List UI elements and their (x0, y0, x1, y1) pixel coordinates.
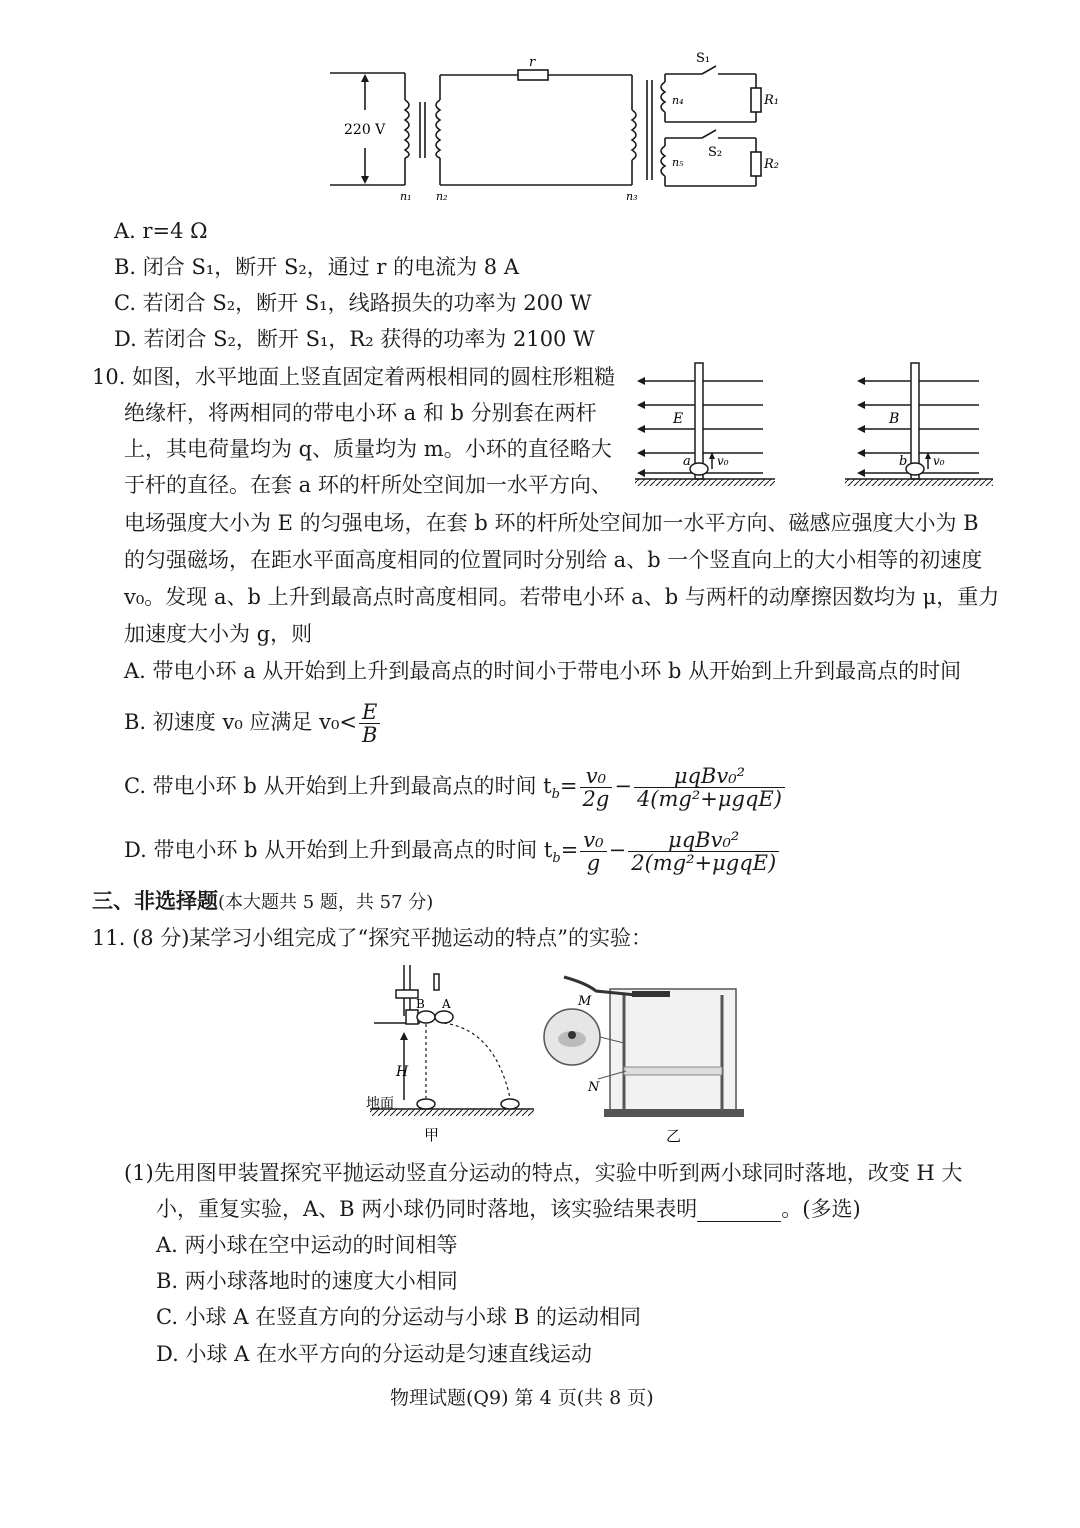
q10-option-c-text: C. 带电小环 b 从开始到上升到最高点的时间 t (124, 774, 552, 798)
q11-figure-yi (540, 965, 750, 1145)
h-label: H (396, 1064, 409, 1080)
q11-sub1-line-1: (1)先用图甲装置探究平抛运动竖直分运动的特点，实验中听到两小球同时落地，改变 H 大 (124, 1161, 963, 1185)
figure-jia-label: 甲 (424, 1126, 440, 1144)
n3-label: n₃ (626, 190, 638, 203)
v0-right-label: v₀ (933, 454, 945, 468)
q10-option-d (124, 826, 781, 883)
q10-option-d-fraction-1 (580, 829, 606, 874)
q9-option-d: D. 若闭合 S₂，断开 S₁，R₂ 获得的功率为 2100 W (114, 327, 595, 351)
figure-yi-label: 乙 (666, 1127, 682, 1145)
q10-field-figure (625, 355, 1000, 495)
q11-sub1-line-2 (156, 1196, 861, 1222)
q11-sub1-line-2-text: 小，重复实验，A、B 两小球仍同时落地，该实验结果表明 (156, 1197, 698, 1221)
section-3-note: (本大题共 5 题，共 57 分) (218, 892, 434, 913)
s2-label: S₂ (708, 145, 723, 160)
q10-stem-line-6: 的匀强磁场，在距水平面高度相同的位置同时分别给 a、b 一个竖直向上的大小相等的初速度 (124, 548, 983, 572)
ball-a-label: A (442, 997, 451, 1011)
q10-option-d-fraction-2 (628, 829, 779, 874)
ground-label: 地面 (366, 1096, 394, 1112)
q9-option-c: C. 若闭合 S₂，断开 S₁，线路损失的功率为 200 W (114, 291, 592, 315)
field-e-label: E (673, 411, 684, 427)
q10-option-b-denominator: B (361, 723, 378, 747)
q10-option-d-minus: − (608, 838, 627, 862)
q10-option-d-f2-num: μqBv₀² (628, 829, 779, 852)
n5-label: n₅ (672, 156, 684, 169)
s1-label: S₁ (696, 51, 711, 66)
v0-left-label: v₀ (717, 454, 729, 468)
n2-label: n₂ (436, 190, 448, 203)
q11-sub1-line-2-suffix: 。(多选) (781, 1197, 861, 1221)
q10-option-a: A. 带电小环 a 从开始到上升到最高点的时间小于带电小环 b 从开始到上升到最高点的时间 (124, 659, 962, 683)
voltage-label: 220 V (344, 122, 386, 138)
ring-a-label: a (683, 454, 691, 469)
answer-blank[interactable] (697, 1201, 781, 1222)
q10-option-b (124, 698, 382, 746)
q10-stem-line-3: 上，其电荷量均为 q、质量均为 m。小环的直径略大 (124, 437, 612, 461)
q10-option-c-minus: − (614, 774, 632, 798)
m-label: M (578, 994, 592, 1009)
q10-option-c-f2-den: 4(mg²+μgqE) (636, 787, 782, 811)
r1-label: R₁ (764, 93, 779, 108)
q9-option-b: B. 闭合 S₁，断开 S₂，通过 r 的电流为 8 A (114, 255, 520, 279)
q10-option-c-fraction-2 (634, 765, 785, 810)
q11-option-b: B. 两小球落地时的速度大小相同 (156, 1269, 458, 1293)
section-3-heading (92, 888, 433, 916)
ring-b-label: b (899, 454, 908, 469)
r-label: r (529, 55, 536, 70)
ball-b-label: B (416, 997, 425, 1011)
q10-option-c-f1-num: v₀ (580, 765, 613, 788)
q10-option-c-f1-den: 2g (582, 787, 610, 811)
q11-option-a: A. 两小球在空中运动的时间相等 (156, 1233, 458, 1257)
r2-label: R₂ (764, 157, 779, 172)
q10-stem-line-2: 绝缘杆，将两相同的带电小环 a 和 b 分别套在两杆 (124, 401, 597, 425)
transformer-circuit-figure (320, 40, 790, 210)
q11-figure-jia (360, 960, 540, 1145)
section-3-title: 三、非选择题 (92, 888, 218, 913)
q10-option-b-fraction (359, 701, 380, 746)
field-b-label: B (889, 411, 900, 427)
q10-option-c-f2-num: μqBv₀² (634, 765, 785, 788)
q10-stem-line-7: v₀。发现 a、b 上升到最高点时高度相同。若带电小环 a、b 与两杆的动摩擦因数均为 μ，重力 (124, 585, 1000, 609)
q10-option-c-sub: b (551, 787, 560, 803)
q11-option-c: C. 小球 A 在竖直方向的分运动与小球 B 的运动相同 (156, 1305, 641, 1329)
q10-option-d-sub: b (552, 851, 561, 867)
q10-option-c-fraction-1 (580, 765, 613, 810)
q9-option-a: A. r=4 Ω (114, 219, 208, 243)
q10-stem-line-4: 于杆的直径。在套 a 环的杆所处空间加一水平方向、 (124, 473, 612, 497)
q10-stem-line-1: 10. 如图，水平地面上竖直固定着两根相同的圆柱形粗糙 (92, 365, 616, 389)
q10-option-b-numerator: E (359, 701, 380, 724)
q10-stem-line-8: 加速度大小为 g，则 (124, 622, 313, 646)
page-footer: 物理试题(Q9) 第 4 页(共 8 页) (390, 1387, 654, 1409)
q10-option-b-text: B. 初速度 v₀ 应满足 v₀< (124, 710, 357, 734)
q10-option-d-equals: = (560, 838, 579, 862)
q10-option-d-f2-den: 2(mg²+μgqE) (631, 851, 777, 875)
q10-stem-line-5: 电场强度大小为 E 的匀强电场，在套 b 环的杆所处空间加一水平方向、磁感应强度大小为 B (124, 511, 979, 535)
n-label: N (588, 1080, 600, 1095)
q10-option-d-f1-den: g (586, 851, 601, 875)
q11-stem: 11. (8 分)某学习小组完成了“探究平抛运动的特点”的实验： (92, 926, 652, 950)
q10-option-d-f1-num: v₀ (580, 829, 606, 852)
q10-option-c-equals: = (559, 774, 578, 798)
q10-option-d-text: D. 带电小环 b 从开始到上升到最高点的时间 t (124, 838, 553, 862)
n4-label: n₄ (672, 94, 684, 107)
q11-option-d: D. 小球 A 在水平方向的分运动是匀速直线运动 (156, 1342, 592, 1366)
q10-option-c (124, 762, 787, 819)
n1-label: n₁ (400, 190, 412, 203)
